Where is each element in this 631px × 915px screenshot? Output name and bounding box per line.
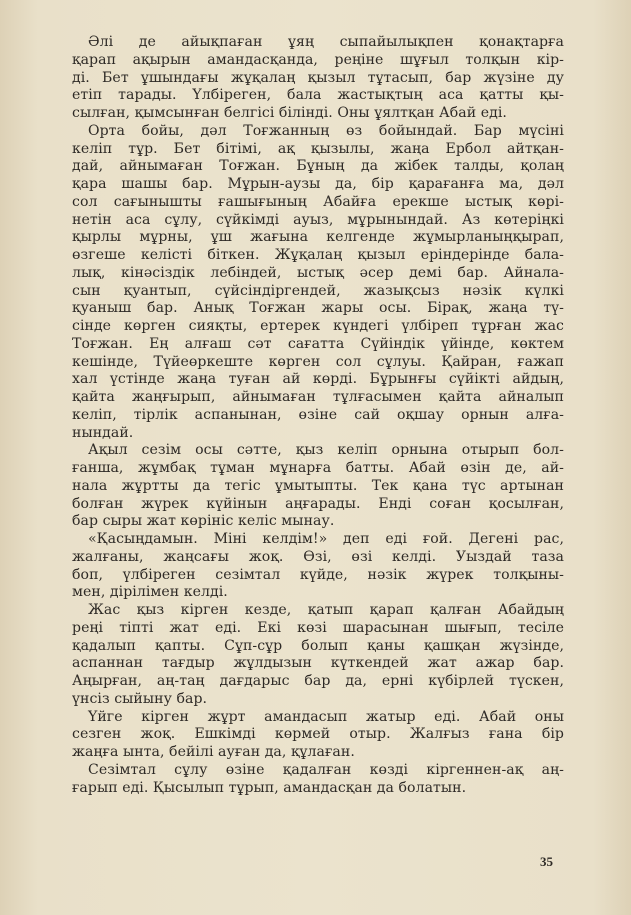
text-line: «Қасыңдамын. Міні келдім!» деп еді ғой. Дегені рас, xyxy=(88,531,564,547)
text-line: Жас қыз кірген кезде, қатып қарап қалған Абайдың xyxy=(88,602,564,618)
text-line: боп, үлбіреген сезімтал күйде, нәзік жүрек толқыны- xyxy=(72,566,564,583)
text-line: Әлі де айықпаған ұяң сыпайылықпен қонақтарға xyxy=(88,34,564,50)
text-line: реңі тіпті жат еді. Екі көзі шарасынан шығып, тесіле xyxy=(72,619,564,636)
page-number: 35 xyxy=(540,854,553,869)
text-line: ді. Бет ұшындағы жұқалаң қызыл тұтасып, бар жүзіне ду xyxy=(72,69,564,86)
text-line: Тоғжан. Ең алғаш сәт сағатта Сүйіндік үйінде, көктем xyxy=(72,335,564,352)
text-line: дай, айнымаған Тоғжан. Бұның да жібек талды, қолаң xyxy=(72,158,564,175)
paragraph xyxy=(72,602,564,709)
text-line: жаңға ынта, бейілі ауған да, құлаған. xyxy=(72,744,355,760)
paragraph xyxy=(72,709,564,762)
text-line: сын қуантып, сүйсіндіргендей, жазықсыз нәзік күлкі xyxy=(72,282,564,299)
text-line: үнсіз сыйыну бар. xyxy=(72,690,208,707)
text-line: хал үстінде жаңа туған ай көрді. Бұрынғы сүйікті айдың, xyxy=(72,371,564,388)
text-line: жалғаны, жаңсағы жоқ. Өзі, өзі келді. Уыздай таза xyxy=(72,548,564,565)
body-text xyxy=(72,34,564,797)
text-line: қарап ақырын амандасқанда, реңіне шұғыл толқын кір- xyxy=(72,51,564,68)
text-line: Сезімтал сұлу өзіне қадалған көзді кіргеннен-ақ аң- xyxy=(88,761,564,778)
paragraph xyxy=(72,531,564,602)
text-line: сол сағынышты ғашығының Абайға ерекше ыстық көрі- xyxy=(72,193,564,210)
text-line: сінде көрген сияқты, ертерек күндегі үлбіреп тұрған жас xyxy=(72,318,564,334)
text-line: ғанша, жұмбақ тұман мұнарға батты. Абай өзін де, ай- xyxy=(72,460,564,476)
text-line: нетін аса сұлу, сүйкімді ауыз, мұрынындай. Аз көтеріңкі xyxy=(72,211,564,228)
text-line: ғарып еді. Қысылып тұрып, амандасқан да болатын. xyxy=(72,779,467,796)
text-line: Аңырған, аң-таң дағдарыс бар да, ерні күбірлей түскен, xyxy=(72,673,564,689)
text-line: лық, кінәсіздік лебіндей, ыстық әсер демі бар. Айнала- xyxy=(72,264,564,281)
text-line: келіп тұр. Бет бітімі, ақ қызылы, жаңа Ербол айтқан- xyxy=(72,140,564,157)
text-line: бар сыры жат көрініс келіс мынау. xyxy=(72,513,335,530)
text-line: қадалып қапты. Сұп-сұр болып қаны қашқан жүзінде, xyxy=(72,637,564,654)
text-line: Орта бойы, дәл Тоғжанның өз бойындай. Бар мүсіні xyxy=(88,122,564,139)
text-line: сылған, қымсынған белгісі білінді. Оны ұялтқан Абай еді. xyxy=(72,105,507,121)
paragraph xyxy=(72,762,564,798)
text-line: етіп тарады. Үлбіреген, бала жастықтың аса қатты қы- xyxy=(72,87,564,104)
text-line: сезген жоқ. Ешкімді көрмей отыр. Жалғыз ғана бір xyxy=(72,726,564,743)
text-line: болған жүрек күйінын аңғарады. Енді соған қосылған, xyxy=(72,495,564,512)
text-line: қайта жаңғырып, айнымаған тұлғасымен қайта айналып xyxy=(72,389,564,405)
text-line: нындай. xyxy=(72,424,134,441)
text-line: аспаннан тағдыр жұлдызын күткендей жат ажар бар. xyxy=(72,655,564,672)
text-line: өзгеше келісті біткен. Жұқалаң қызыл еріндерінде бала- xyxy=(72,247,564,263)
paragraph xyxy=(72,123,564,443)
text-line: Ақыл сезім осы сәтте, қыз келіп орнына отырып бол- xyxy=(88,442,564,459)
text-line: Үйге кірген жұрт амандасып жатыр еді. Абай оны xyxy=(88,708,564,725)
text-line: қуаныш бар. Анық Тоғжан жары осы. Бірақ, жаңа тү- xyxy=(72,300,564,317)
paragraph xyxy=(72,34,564,123)
text-line: келіп, тірлік аспанынан, өзіне сай оқшау орнын алға- xyxy=(72,406,564,423)
text-line: қырлы мұрны, ұш жағына келгенде жұмырланыңқырап, xyxy=(72,229,564,246)
paragraph xyxy=(72,442,564,531)
text-line: қара шашы бар. Мұрын-аузы да, бір қарағанға ма, дәл xyxy=(72,176,564,192)
text-line: нала жұртты да тегіс ұмытыпты. Тек қана түс артынан xyxy=(72,477,564,494)
text-line: кешінде, Түйеөркеште көрген сол сұлуы. Қайран, ғажап xyxy=(72,353,564,370)
text-line: мен, дірілімен келді. xyxy=(72,584,228,601)
